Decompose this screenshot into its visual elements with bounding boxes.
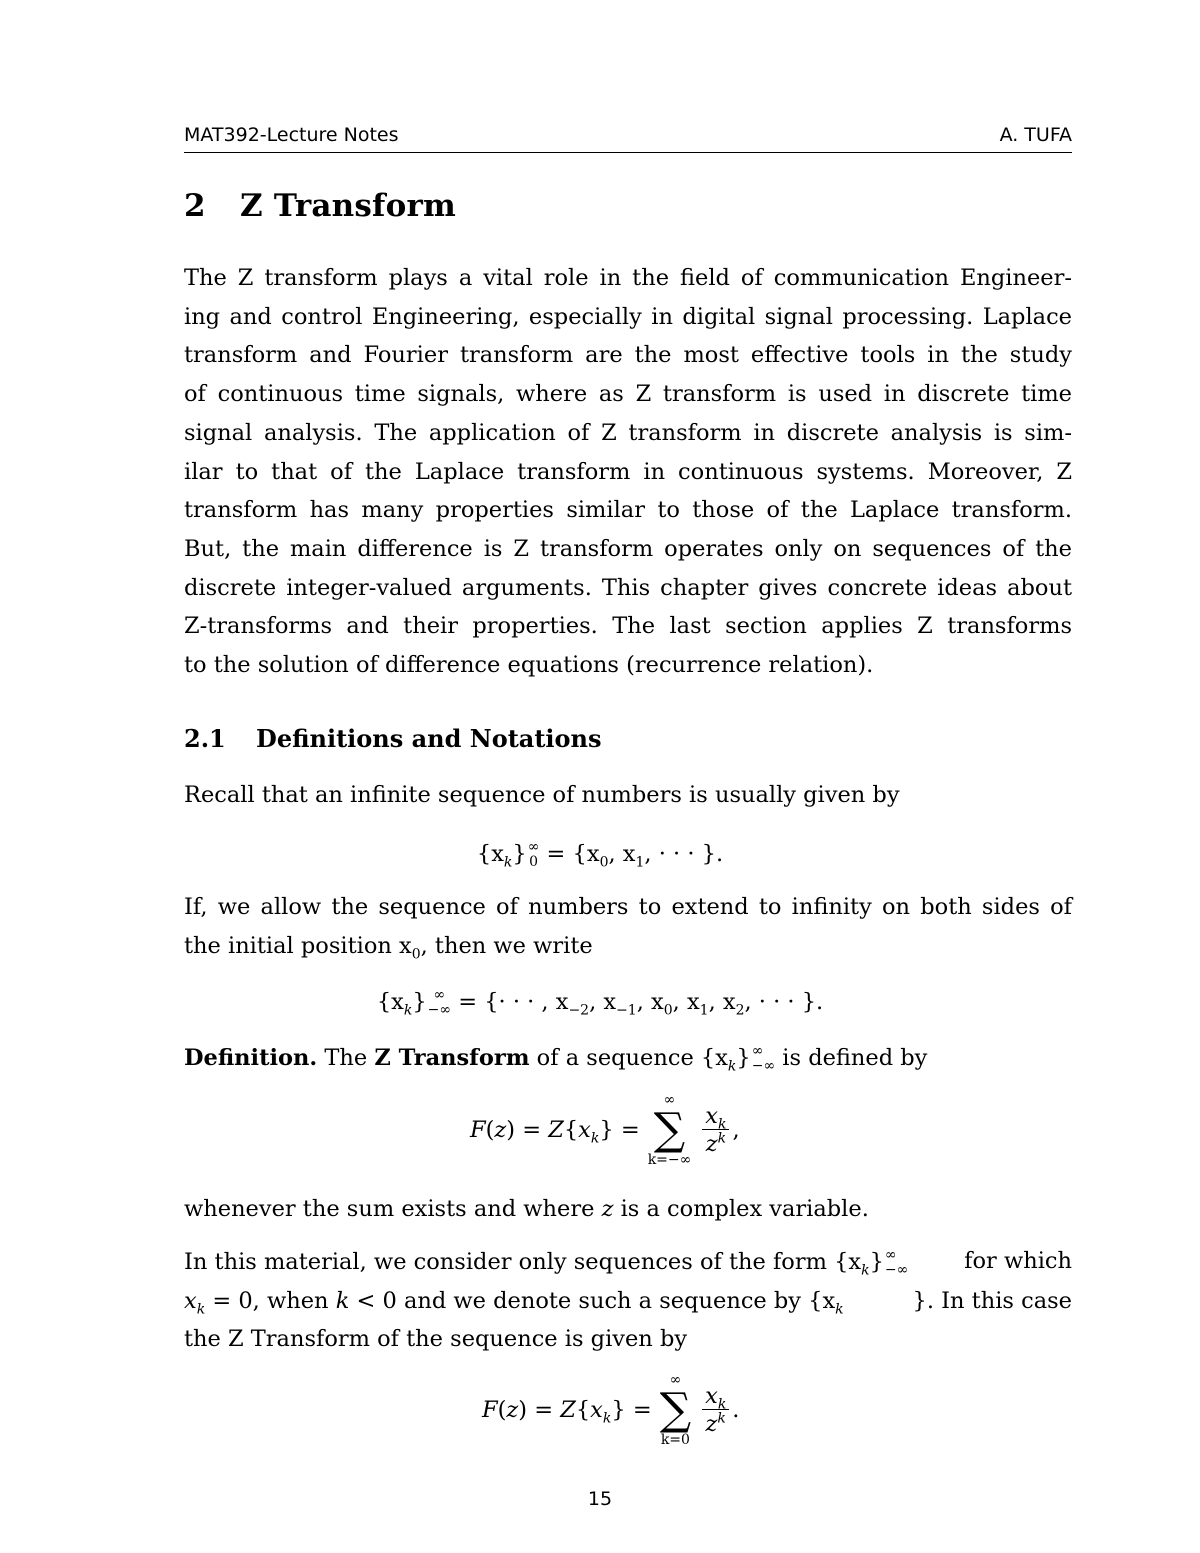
z-transform-bilateral-equation: $F(z) = Z\{x_k\}$ = ∞ ∑ k=−∞ $\frac{x_k}{z^k}$ ,: [470, 1092, 740, 1168]
text-part: is a complex variable.: [613, 1196, 869, 1222]
text-sub: k: [196, 1301, 206, 1318]
sum-upper-limit: ∞: [663, 1092, 676, 1108]
eq-part: } =: [611, 1397, 652, 1423]
frac-denominator: z: [705, 1130, 718, 1157]
text-var: x: [184, 1288, 197, 1314]
sequence-equation: [0, 840, 1200, 870]
text-part: of a sequence {x: [529, 1045, 728, 1071]
text-part: = 0, when: [205, 1288, 336, 1314]
eq-part: }: [512, 841, 527, 867]
subsection-number: 2.1: [184, 724, 226, 753]
intro-paragraph: [184, 259, 1072, 685]
text-part: }. In this case: [912, 1288, 1072, 1314]
text-sub: k: [727, 1058, 737, 1075]
text-part: The: [317, 1045, 375, 1071]
eq-part: , x: [636, 989, 664, 1015]
eq-sup: ∞: [751, 1043, 764, 1059]
text-line: Z-transforms and their properties. The last section applies Z transforms: [184, 613, 1072, 640]
frac-denominator: z: [705, 1410, 718, 1437]
material-line2: [184, 1288, 1072, 1318]
sum-upper-limit: ∞: [669, 1372, 682, 1388]
text-sub: k: [835, 1301, 844, 1318]
text-line: of continuous time signals, where as Z transform is used in discrete time: [184, 381, 1072, 408]
text-line: transform has many properties similar to those of the Laplace transform.: [184, 497, 1072, 524]
eq-part: = {x: [539, 841, 600, 867]
sum-lower-limit: k=0: [660, 1432, 690, 1448]
sum-lower-limit: k=−∞: [647, 1152, 692, 1168]
eq-part: , · · · }.: [744, 989, 824, 1015]
allow-text-line2: [184, 933, 1072, 963]
frac-numerator: x: [705, 1102, 718, 1129]
eq-part: , x: [589, 989, 617, 1015]
eq-part: , · · · }.: [644, 841, 724, 867]
eq-sub: 0: [663, 1002, 673, 1019]
text-part: , then we write: [420, 933, 593, 959]
eq-limits: [885, 1248, 908, 1278]
text-part: whenever the sum exists and where: [184, 1196, 602, 1222]
eq-sub: k: [602, 1410, 612, 1427]
text-line: ilar to that of the Laplace transform in continuous systems. Moreover, Z: [184, 458, 1072, 485]
eq-sup: k: [717, 1130, 727, 1146]
text-sub: 0: [411, 946, 421, 963]
text-line: discrete integer-valued arguments. This chapter gives concrete ideas about: [184, 574, 1072, 601]
eq-part: , x: [708, 989, 736, 1015]
text-part: is defined by: [775, 1045, 928, 1071]
eq-sub: k: [718, 1116, 727, 1132]
eq-sub: 1: [699, 1002, 709, 1019]
running-header: [184, 124, 1072, 153]
eq-limits: [428, 988, 451, 1018]
text-line: ing and control Engineering, especially in digital signal processing. Laplace: [184, 303, 1072, 330]
text-part: }: [736, 1045, 751, 1071]
eq-sup: k: [717, 1410, 726, 1426]
eq-sub: 0: [529, 854, 539, 870]
eq-sub: k: [717, 1396, 727, 1412]
text-part: }: [869, 1249, 884, 1275]
header-course: MAT392-Lecture Notes: [184, 124, 399, 146]
text-line: But, the main difference is Z transform operates only on sequences of the: [184, 535, 1072, 562]
subsection-heading: [184, 724, 602, 753]
eq-part: } =: [599, 1117, 640, 1143]
eq-part: ,: [732, 1117, 740, 1143]
text-sub: k: [861, 1262, 870, 1279]
eq-sup: ∞: [433, 987, 446, 1003]
fraction: [702, 1383, 729, 1438]
text-part: In this material, we consider only sequences of the form {x: [184, 1249, 862, 1275]
sum-symbol: ∑: [653, 1104, 686, 1155]
text-part: < 0 and we denote such a sequence by {x: [349, 1288, 836, 1314]
text-var: z: [601, 1196, 614, 1222]
summation: [648, 1092, 692, 1168]
eq-sub: 2: [735, 1002, 745, 1019]
sum-symbol: ∑: [659, 1384, 692, 1435]
text-line: to the solution of difference equations (recurrence relation).: [184, 652, 874, 679]
eq-limits: [752, 1044, 775, 1074]
definition-label: Definition.: [184, 1045, 318, 1071]
eq-part: , x: [672, 989, 700, 1015]
text-line: The Z transform plays a vital role in the field of communication Engineer-: [184, 265, 1072, 291]
eq-part: {x: [476, 841, 504, 867]
text-line: transform and Fourier transform are the most effective tools in the study: [184, 342, 1072, 369]
whenever-text: [184, 1196, 1072, 1222]
section-number: 2: [184, 188, 206, 224]
definition-term: Z Transform: [374, 1045, 530, 1071]
definition-line: [184, 1044, 1072, 1074]
section-heading: [184, 188, 456, 224]
eq-sub: −1: [616, 1002, 637, 1019]
frac-numerator: x: [705, 1382, 718, 1409]
text-part: the initial position x: [184, 933, 412, 959]
eq-sub: k: [590, 1130, 600, 1147]
eq-part: .: [732, 1397, 740, 1423]
bi-infinite-sequence-equation: [0, 988, 1200, 1018]
eq-sup: ∞: [884, 1247, 897, 1263]
eq-sub: 1: [635, 854, 645, 871]
eq-sub: 0: [599, 854, 609, 871]
eq-part: = {· · · , x: [451, 989, 569, 1015]
eq-sub: −∞: [427, 1002, 452, 1018]
recall-text: Recall that an infinite sequence of numbers is usually given by: [184, 782, 900, 808]
eq-part: }: [412, 989, 427, 1015]
eq-sub: −∞: [751, 1058, 776, 1074]
header-author: A. TUFA: [999, 124, 1072, 146]
text-var: k: [335, 1288, 350, 1314]
fraction: [702, 1103, 729, 1158]
eq-sup: ∞: [527, 839, 540, 855]
eq-limits: [528, 840, 540, 870]
section-title: Z Transform: [240, 188, 456, 224]
material-line3: the Z Transform of the sequence is given by: [184, 1326, 688, 1352]
material-line1: [184, 1248, 1072, 1278]
eq-part: , x: [608, 841, 636, 867]
allow-text-line1: [184, 894, 1072, 920]
subsection-title: Definitions and Notations: [256, 724, 602, 753]
eq-sub: k: [403, 1002, 413, 1019]
eq-sub: −∞: [884, 1262, 909, 1278]
text-line: signal analysis. The application of Z transform in discrete analysis is sim-: [184, 419, 1072, 446]
eq-part: {x: [376, 989, 404, 1015]
summation: [660, 1372, 691, 1448]
text-part: for which: [964, 1248, 1072, 1274]
z-transform-unilateral-equation: $F(z) = Z\{x_k\}$ = ∞ ∑ k=0 $\frac{x_k}{z^k}$ .: [482, 1372, 740, 1448]
page-number: 15: [587, 1488, 613, 1510]
text-line: If, we allow the sequence of numbers to extend to infinity on both sides of: [184, 894, 1072, 920]
eq-sub: −2: [568, 1002, 590, 1019]
eq-sub: k: [503, 854, 513, 871]
